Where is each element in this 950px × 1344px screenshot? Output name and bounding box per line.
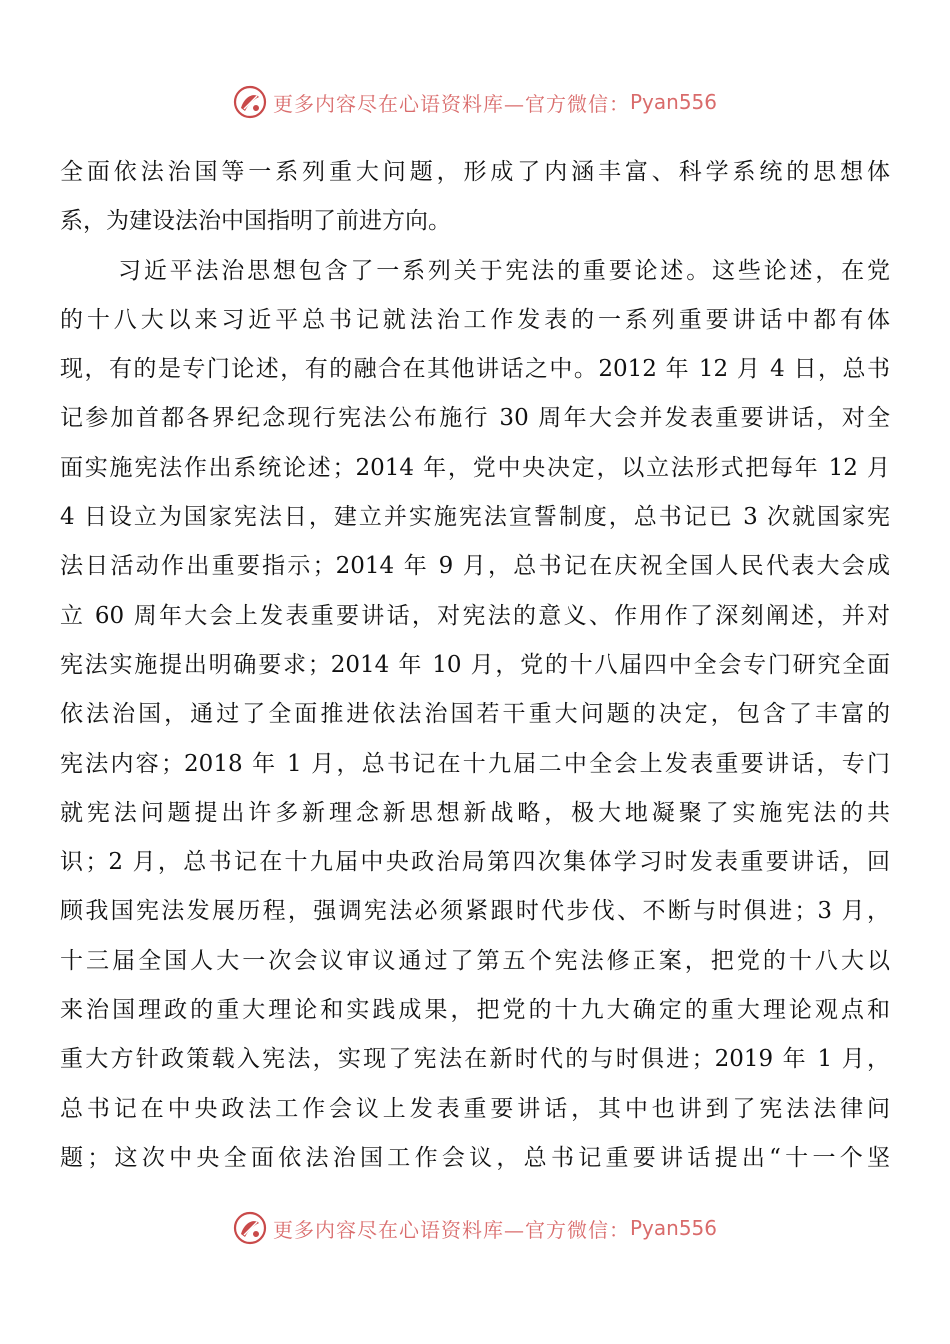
text-line: 依法治国，通过了全面推进依法治国若干重大问题的决定，包含了丰富的 <box>60 701 890 728</box>
text-line: 系，为建设法治中国指明了前进方向。 <box>60 208 451 235</box>
banner-text: 更多内容尽在心语资料库—官方微信： <box>272 91 630 116</box>
paragraph <box>60 247 890 1184</box>
text-line: 4 日设立为国家宪法日，建立并实施宪法宣誓制度，总书记已 3 次就国家宪 <box>60 504 890 531</box>
text-line: 法日活动作出重要指示；2014 年 9 月，总书记在庆祝全国人民代表大会成 <box>60 553 890 580</box>
text-line: 记参加首都各界纪念现行宪法公布施行 30 周年大会并发表重要讲话，对全 <box>60 405 890 432</box>
text-line: 总书记在中央政法工作会议上发表重要讲话，其中也讲到了宪法法律问 <box>60 1095 890 1122</box>
text-line: 习近平法治思想包含了一系列关于宪法的重要论述。这些论述，在党 <box>118 257 890 284</box>
text-line: 的十八大以来习近平总书记就法治工作发表的一系列重要讲话中都有体 <box>60 306 890 333</box>
text-line: 重大方针政策载入宪法，实现了宪法在新时代的与时俱进；2019 年 1 月， <box>60 1046 890 1073</box>
footer-watermark-banner <box>0 1208 950 1248</box>
text-line: 顾我国宪法发展历程，强调宪法必须紧跟时代步伐、不断与时俱进；3 月， <box>60 898 890 925</box>
header-watermark-banner <box>0 82 950 122</box>
wechat-id: Pyan556 <box>629 1216 717 1240</box>
paragraph <box>60 148 890 247</box>
pen-swirl-icon <box>233 1211 267 1245</box>
document-body <box>60 148 890 1183</box>
text-line: 全面依法治国等一系列重大问题，形成了内涵丰富、科学系统的思想体 <box>60 159 890 185</box>
text-line: 立 60 周年大会上发表重要讲话，对宪法的意义、作用作了深刻阐述，并对 <box>60 602 890 629</box>
text-line: 题；这次中央全面依法治国工作会议，总书记重要讲话提出“十一个坚 <box>60 1144 890 1171</box>
pen-swirl-icon <box>233 85 267 119</box>
text-line: 来治国理政的重大理论和实践成果，把党的十九大确定的重大理论观点和 <box>60 997 890 1024</box>
text-line: 现，有的是专门论述，有的融合在其他讲话之中。2012 年 12 月 4 日，总书 <box>60 356 890 383</box>
text-line: 识；2 月，总书记在十九届中央政治局第四次集体学习时发表重要讲话，回 <box>60 849 890 876</box>
text-line: 宪法内容；2018 年 1 月，总书记在十九届二中全会上发表重要讲话，专门 <box>60 750 890 777</box>
text-line: 宪法实施提出明确要求；2014 年 10 月，党的十八届四中全会专门研究全面 <box>60 651 890 678</box>
text-line: 面实施宪法作出系统论述；2014 年，党中央决定，以立法形式把每年 12 月 <box>60 454 890 481</box>
banner-text: 更多内容尽在心语资料库—官方微信： <box>272 1217 630 1242</box>
wechat-id: Pyan556 <box>629 90 717 114</box>
text-line: 就宪法问题提出许多新理念新思想新战略，极大地凝聚了实施宪法的共 <box>60 799 890 826</box>
text-line: 十三届全国人大一次会议审议通过了第五个宪法修正案，把党的十八大以 <box>60 947 890 974</box>
